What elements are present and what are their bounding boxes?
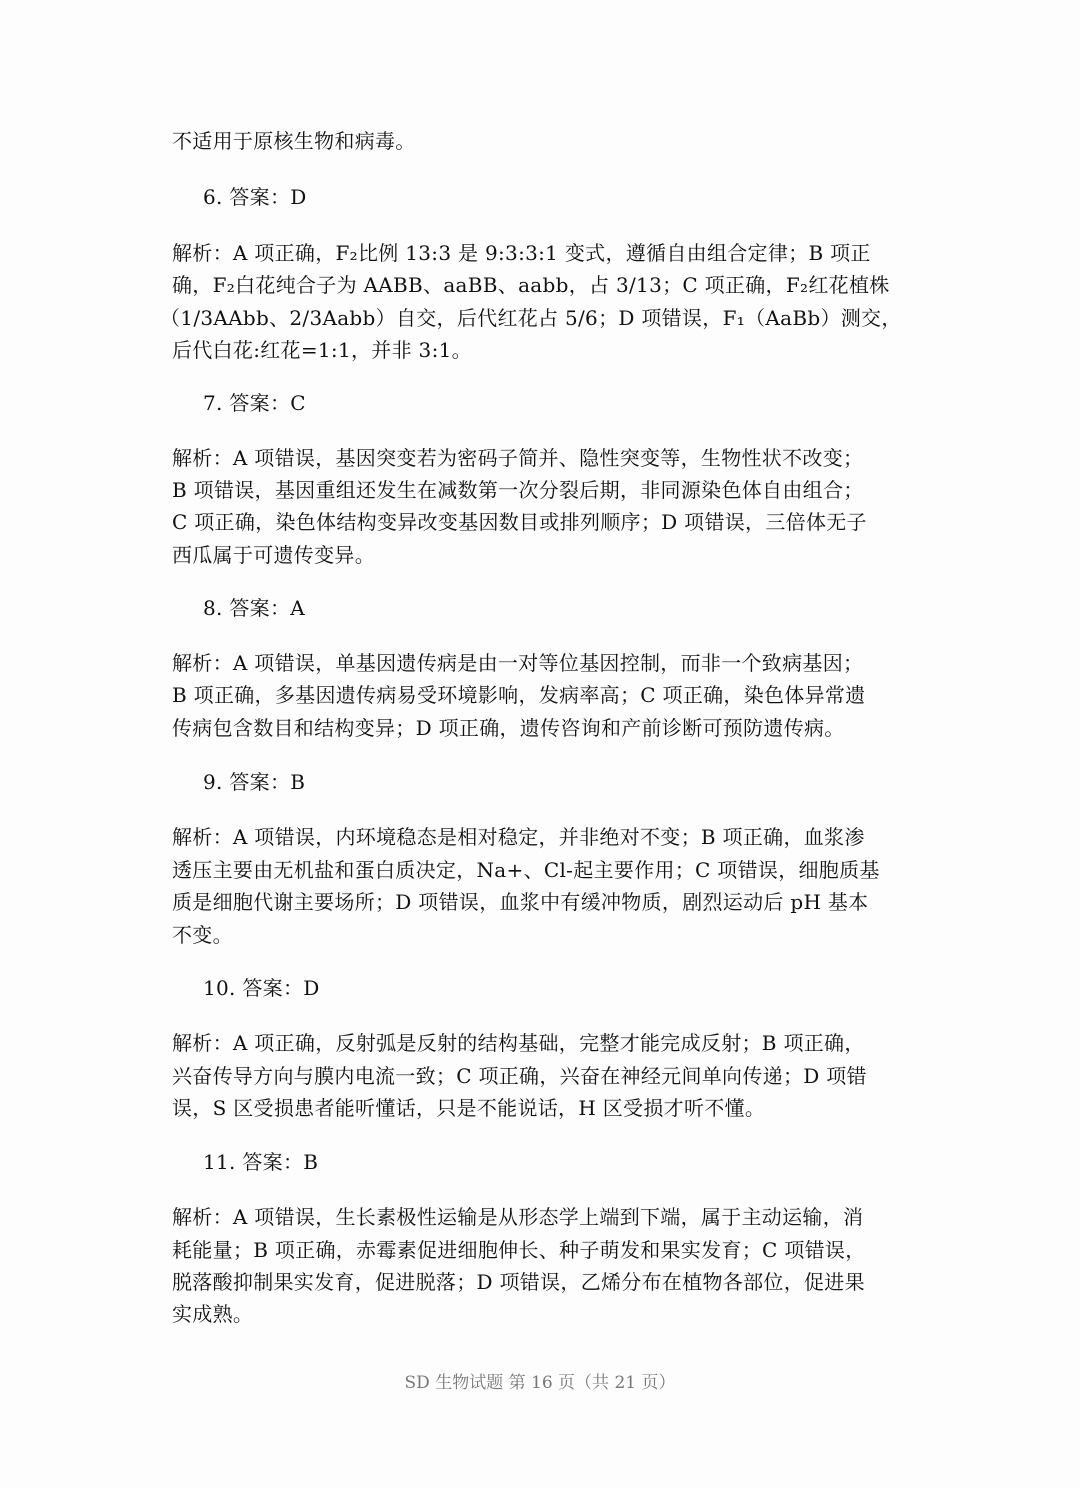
- answer-heading: 10. 答案：D: [203, 976, 320, 1000]
- explanation-line: 确，F₂白花纯合子为 AABB、aaBB、aabb，占 3/13；C 项正确，F₂红花植株: [172, 273, 890, 297]
- explanation-line: C 项正确，染色体结构变异改变基因数目或排列顺序；D 项错误，三倍体无子: [172, 510, 867, 534]
- answer-heading: 7. 答案：C: [203, 391, 306, 415]
- explanation-line: 质是细胞代谢主要场所；D 项错误，血浆中有缓冲物质，剧烈运动后 pH 基本: [172, 890, 869, 914]
- explanation-line: 误，S 区受损患者能听懂话，只是不能说话，H 区受损才听不懂。: [172, 1096, 766, 1120]
- explanation-line: 不变。: [172, 923, 233, 947]
- explanation-line: 兴奋传导方向与膜内电流一致；C 项正确，兴奋在神经元间单向传递；D 项错: [172, 1064, 867, 1088]
- explanation-line: 后代白花:红花=1:1，并非 3:1。: [172, 338, 472, 362]
- explanation-line: 实成熟。: [172, 1302, 254, 1326]
- explanation-line: 解析：A 项错误，单基因遗传病是由一对等位基因控制，而非一个致病基因；: [172, 651, 864, 675]
- explanation-line: 解析：A 项错误，基因突变若为密码子简并、隐性突变等，生物性状不改变；: [172, 446, 864, 470]
- explanation-line: 脱落酸抑制果实发育，促进脱落；D 项错误，乙烯分布在植物各部位，促进果: [172, 1270, 865, 1294]
- explanation-line: （1/3AAbb、2/3Aabb）自交，后代红花占 5/6；D 项错误，F₁（AaBb）测交，: [160, 306, 902, 330]
- explanation-line: 耗能量；B 项正确，赤霉素促进细胞伸长、种子萌发和果实发育；C 项错误，: [172, 1238, 866, 1262]
- answer-heading: 9. 答案：B: [203, 770, 306, 794]
- explanation-line: 透压主要由无机盐和蛋白质决定，Na+、Cl-起主要作用；C 项错误，细胞质基: [172, 858, 880, 882]
- answer-heading: 8. 答案：A: [203, 596, 305, 620]
- explanation-line: 解析：A 项错误，生长素极性运输是从形态学上端到下端，属于主动运输，消: [172, 1205, 864, 1229]
- explanation-line: 解析：A 项错误，内环境稳态是相对稳定，并非绝对不变；B 项正确，血浆渗: [172, 825, 865, 849]
- answer-heading: 11. 答案：B: [203, 1150, 319, 1174]
- explanation-line: B 项错误，基因重组还发生在减数第一次分裂后期，非同源染色体自由组合；: [172, 478, 864, 502]
- explanation-line: 解析：A 项正确，反射弧是反射的结构基础，完整才能完成反射；B 项正确，: [172, 1031, 865, 1055]
- explanation-line: 传病包含数目和结构变异；D 项正确，遗传咨询和产前诊断可预防遗传病。: [172, 716, 845, 740]
- page-footer: SD 生物试题 第 16 页（共 21 页）: [404, 1373, 676, 1393]
- explanation-line: B 项正确，多基因遗传病易受环境影响，发病率高；C 项正确，染色体异常遗: [172, 683, 866, 707]
- intro-line: 不适用于原核生物和病毒。: [172, 129, 416, 153]
- answer-heading: 6. 答案：D: [203, 185, 307, 209]
- explanation-line: 解析：A 项正确，F₂比例 13:3 是 9:3:3:1 变式，遵循自由组合定律；B 项正: [172, 241, 871, 265]
- explanation-line: 西瓜属于可遗传变异。: [172, 543, 375, 567]
